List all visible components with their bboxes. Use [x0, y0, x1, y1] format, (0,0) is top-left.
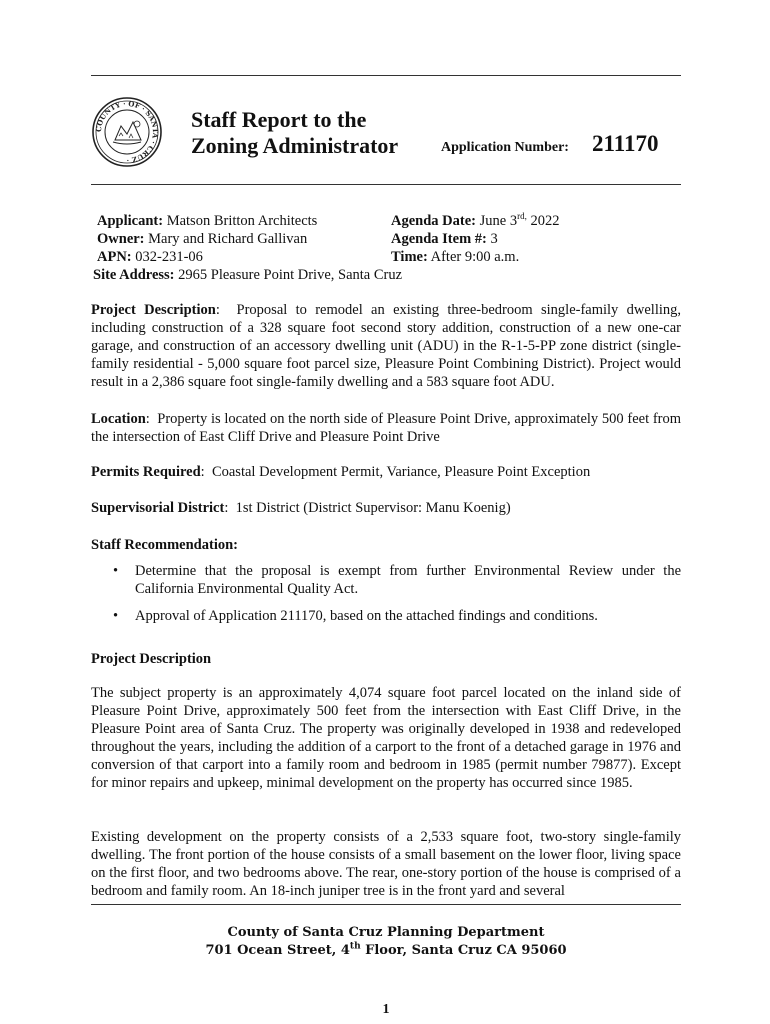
body-paragraph-1: The subject property is an approximately 4,074 square foot parcel located on the inland side of Pleasure Point Drive, approximately 500 feet from the intersection with East Cliff Drive, in the Pleasure Point area of Santa Cruz. The property was originally developed in 1938 and redeveloped throughout the years, including the addition of a carport to the front of a detached garage in 1976 and conversion of that carport into a family room and bedroom in 1985 (permit number 79877). Except for minor repairs and upkeep, minimal development on the property has occurred since 1985. [91, 685, 681, 791]
owner-value: Mary and Richard Gallivan [148, 231, 308, 247]
time-value: After 9:00 a.m. [430, 249, 520, 265]
site-address-value: 2965 Pleasure Point Drive, Santa Cruz [178, 267, 403, 283]
agenda-item-line [391, 230, 498, 248]
agenda-item-label: Agenda Item #: [391, 231, 487, 247]
location-section: Location: Property is located on the north side of Pleasure Point Drive, approximately 500 feet from the intersection of East Cliff Drive and Pleasure Point Drive [91, 411, 682, 445]
location-label: Location [91, 411, 146, 427]
site-address-line [93, 266, 402, 284]
agenda-date-value: June $3^{rd,}$ 2022 [479, 211, 560, 229]
apn-label: APN: [97, 249, 132, 265]
apn-value: 032-231-06 [135, 249, 203, 265]
applicant-value: Matson Britton Architects [166, 213, 318, 229]
permits-label: Permits Required [91, 464, 201, 480]
district-section: Supervisorial District: 1st District (District Supervisor: Manu Koenig) [91, 500, 511, 516]
bullet-icon: • [113, 563, 119, 579]
applicant-line [97, 212, 317, 230]
body-paragraph-2: Existing development on the property consists of a 2,533 square foot, two-story single-family dwelling. The front portion of the house consists of a small basement on the lower floor, living space on the first floor, and two bedrooms above. The rear, one-story portion of the house is comprised of a bedroom and family room. An 18-inch juniper tree is in the front yard and several [91, 829, 681, 899]
page-number: 1 [382, 1002, 390, 1017]
staff-recommendation-heading: Staff Recommendation: [91, 537, 238, 553]
project-description-heading: Project Description [91, 651, 212, 667]
location-text: Property is located on the north side of Pleasure Point Drive, approximately 500 feet from the intersection of East Cliff Drive and Pleasure Point Drive [91, 411, 682, 445]
district-label: Supervisorial District [91, 500, 225, 516]
owner-line [97, 230, 307, 248]
svg-text:COUNTY · OF · SANTA · CRUZ ·: COUNTY · OF · SANTA · CRUZ · [93, 98, 161, 166]
project-description-summary: Project Description: Proposal to remodel an existing three-bedroom single-family dwelling, including construction of a 328 square foot second story addition, construction of a new one-car garage, and construction of an accessory dwelling unit (ADU) in the R-1-5-PP zone district (single-family residential - 5,000 square foot parcel size, Pleasure Point Combining District). Project would result in a 2,386 square foot single-family dwelling and a 583 square foot ADU. [91, 302, 682, 390]
application-number: 211170 [592, 131, 659, 156]
agenda-date-line [391, 212, 559, 230]
owner-label: Owner: [97, 231, 145, 247]
agenda-date-label: Agenda Date: [391, 213, 476, 229]
district-text: 1st District (District Supervisor: Manu Koenig) [235, 500, 511, 516]
bullet-icon: • [113, 608, 119, 624]
agenda-item-value: 3 [490, 231, 498, 247]
application-number-label: Application Number: [441, 140, 569, 155]
county-seal-logo [91, 96, 163, 168]
footer-address: 701 Ocean Street, 4th Floor, Santa Cruz CA 95060 [205, 941, 567, 958]
permits-section: Permits Required: Coastal Development Permit, Variance, Pleasure Point Exception [91, 464, 591, 480]
project-description-label: Project Description [91, 302, 216, 318]
permits-text: Coastal Development Permit, Variance, Pleasure Point Exception [211, 464, 591, 480]
applicant-label: Applicant: [97, 213, 164, 229]
report-title-line2: Zoning Administrator [191, 133, 399, 158]
list-item: • Approval of Application 211170, based on the attached findings and conditions. [113, 608, 598, 624]
recommendation-list [91, 562, 681, 625]
apn-line [97, 248, 203, 266]
list-item: • Determine that the proposal is exempt from further Environmental Review under the California Environmental Quality Act. [113, 563, 681, 597]
site-address-label: Site Address: [93, 267, 175, 283]
footer-department: County of Santa Cruz Planning Department [227, 925, 545, 940]
header-rule [91, 184, 681, 185]
time-label: Time: [391, 249, 428, 265]
project-description-text: Proposal to remodel an existing three-bedroom single-family dwelling, including construction of a 328 square foot second story addition, construction of a new one-car garage, and construction of an accessory dwelling unit (ADU) in the R-1-5-PP zone district (single-family residential - 5,000 square foot parcel size, Pleasure Point Combining District). Project would result in a 2,386 square foot single-family dwelling and a 583 square foot ADU. [91, 302, 682, 390]
time-line [391, 248, 519, 266]
footer-rule [91, 904, 681, 905]
top-rule [91, 75, 681, 76]
report-title-line1: Staff Report to the [191, 107, 367, 132]
